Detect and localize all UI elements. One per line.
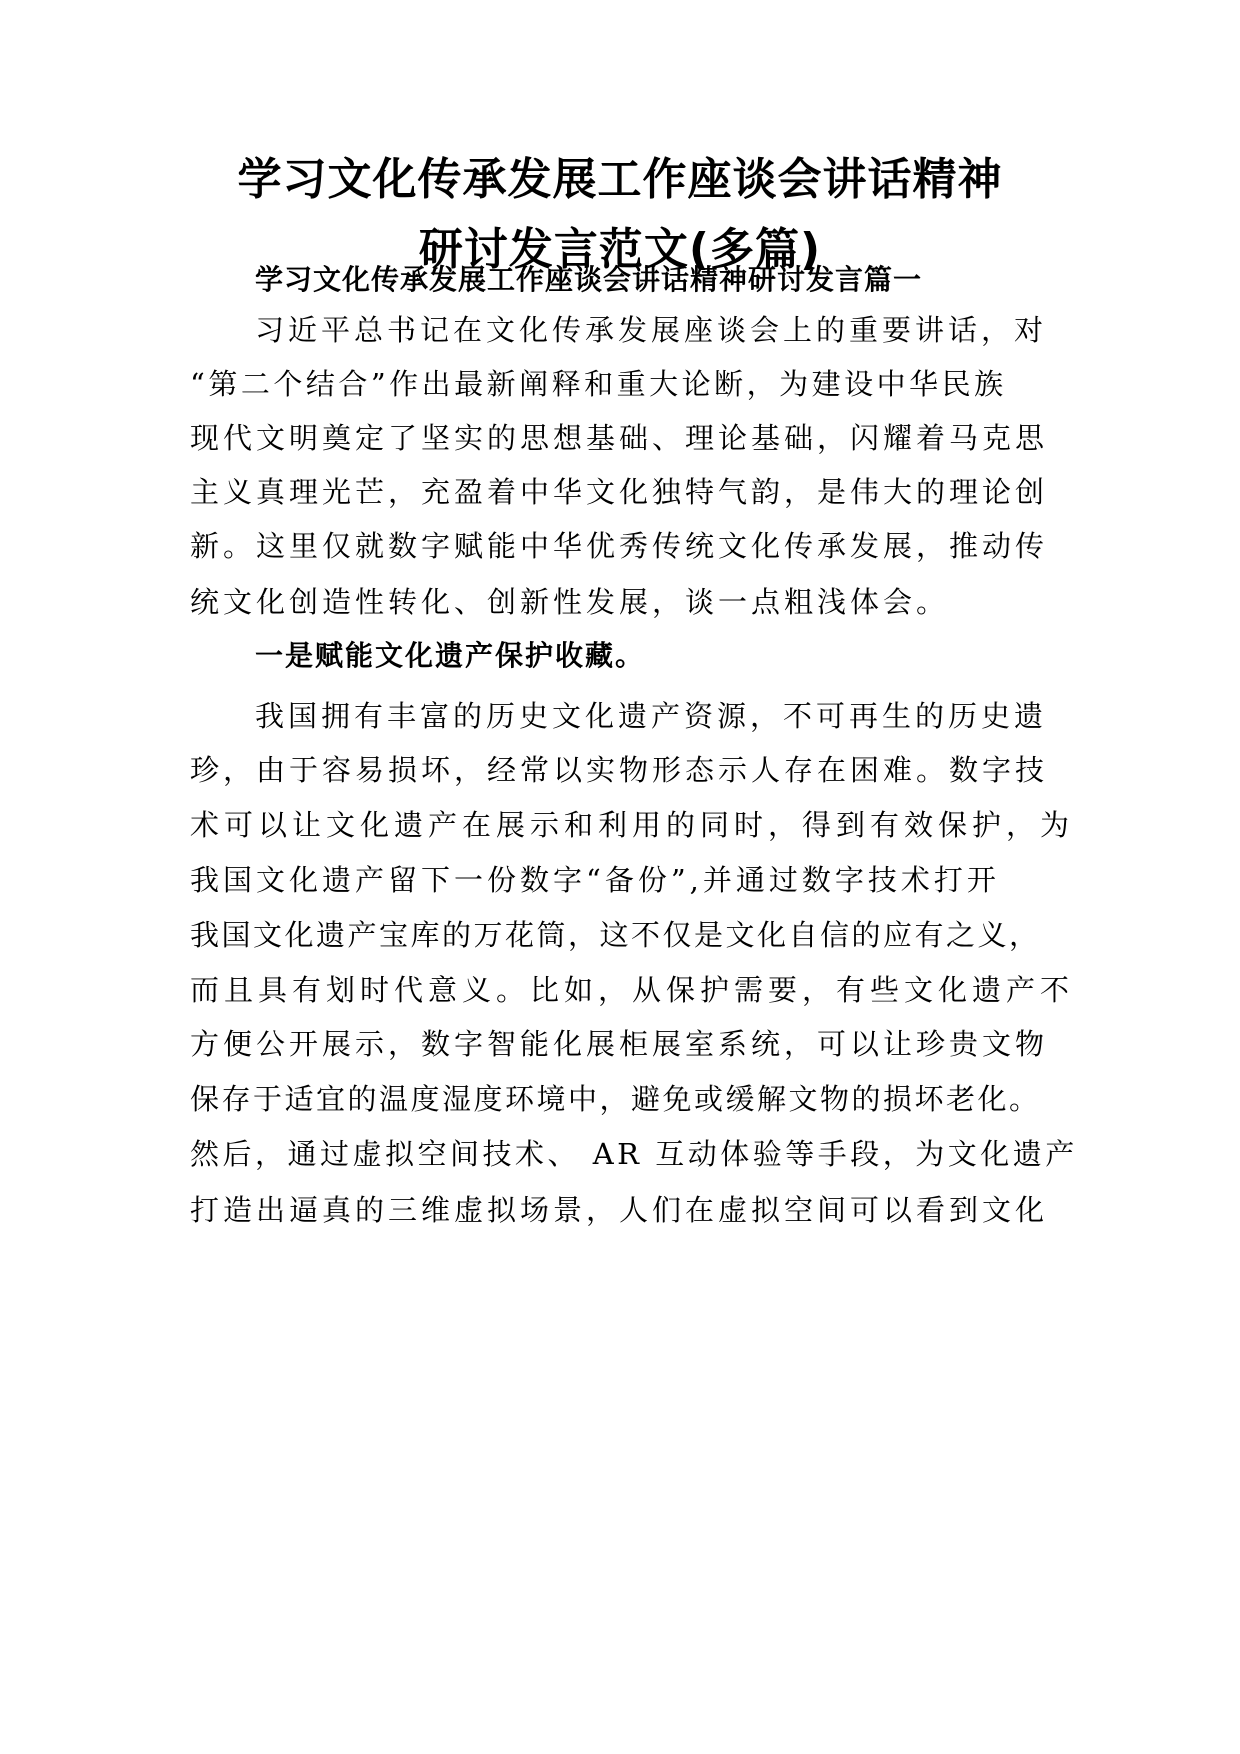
document-title-line-2: 研讨发言范文(多篇) [418,224,822,275]
section-line-7: 方便公开展示，数字智能化展柜展室系统，可以让珍贵文物 [190,1027,1049,1061]
section-line-1: 我国拥有丰富的历史文化遗产资源，不可再生的历史遗 [255,699,1048,733]
section-line-2: 珍，由于容易损坏，经常以实物形态示人存在困难。数字技 [190,753,1049,787]
section-line-10: 打造出逼真的三维虚拟场景，人们在虚拟空间可以看到文化 [190,1193,1049,1227]
intro-line-1: 习近平总书记在文化传承发展座谈会上的重要讲话，对 [255,313,1048,347]
section-subtitle: 学习文化传承发展工作座谈会讲话精神研讨发言篇一 [255,263,923,296]
section-line-3: 术可以让文化遗产在展示和利用的同时，得到有效保护，为 [190,808,1075,842]
intro-line-2: “第二个结合”作出最新阐释和重大论断，为建设中华民族 [190,367,1007,401]
intro-line-6: 统文化创造性转化、创新性发展，谈一点粗浅体会。 [190,585,950,619]
section-line-6: 而且具有划时代意义。比如，从保护需要，有些文化遗产不 [190,973,1075,1007]
section-line-4: 我国文化遗产留下一份数字“备份”,并通过数字技术打开 [190,863,1000,897]
intro-line-3: 现代文明奠定了坚实的思想基础、理论基础，闪耀着马克思 [190,421,1049,455]
section-line-9: 然后，通过虚拟空间技术、 AR 互动体验等手段，为文化遗产 [190,1137,1078,1171]
section-heading: 一是赋能文化遗产保护收藏。 [255,639,646,672]
document-title-line-1: 学习文化传承发展工作座谈会讲话精神 [237,154,1003,205]
section-line-5: 我国文化遗产宝库的万花筒，这不仅是文化自信的应有之义， [190,918,1041,952]
intro-line-4: 主义真理光芒，充盈着中华文化独特气韵，是伟大的理论创 [190,475,1049,509]
section-line-8: 保存于适宜的温度湿度环境中，避免或缓解文物的损坏老化。 [190,1082,1041,1116]
intro-line-5: 新。这里仅就数字赋能中华优秀传统文化传承发展，推动传 [190,529,1049,563]
